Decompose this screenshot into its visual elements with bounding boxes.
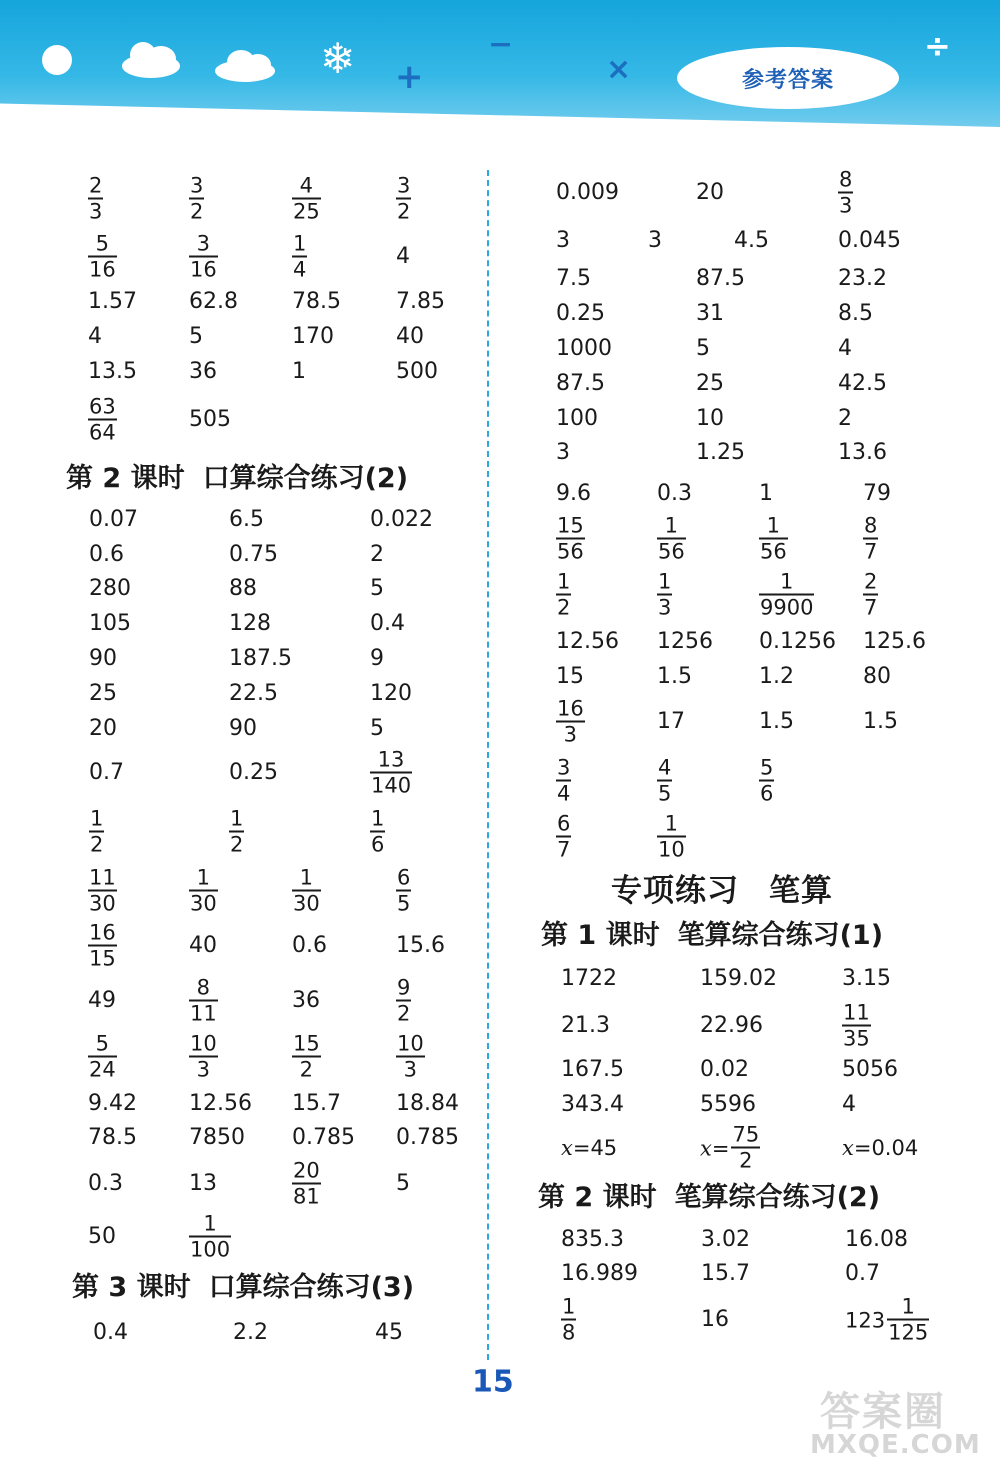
answer-value: 5 <box>189 324 203 349</box>
answer-value: 45 <box>375 1320 403 1345</box>
numerator: 10 <box>190 1031 217 1056</box>
answer-value: 22.96 <box>700 1013 763 1038</box>
denominator: 3 <box>563 722 578 747</box>
answer-value: 16.989 <box>561 1261 638 1286</box>
denominator: 3 <box>89 199 103 224</box>
numerator: 1 <box>557 569 571 594</box>
answer-value: 9.42 <box>88 1091 137 1116</box>
answer-value: 1 <box>759 481 773 506</box>
answer-value: 0.7 <box>89 760 124 785</box>
denominator: 2 <box>230 832 244 857</box>
numerator: 2 <box>864 569 878 594</box>
denominator: 2 <box>397 1001 411 1026</box>
fraction <box>759 569 814 620</box>
denominator: 140 <box>371 773 412 798</box>
answer-value: 0.4 <box>370 611 405 636</box>
fraction <box>556 755 571 806</box>
fraction <box>842 1000 871 1051</box>
numerator: 1 <box>230 806 244 831</box>
answer-value: 120 <box>370 681 412 706</box>
answer-value: 1.5 <box>657 664 692 689</box>
equation-text: =0.04 <box>853 1136 919 1160</box>
equation-answer <box>561 1136 617 1160</box>
fraction <box>887 1294 929 1345</box>
answer-value: 4 <box>838 336 852 361</box>
answer-badge <box>677 47 899 109</box>
answer-value: 6.5 <box>229 507 264 532</box>
lesson-heading: 第 2 课时 笔算综合练习(2) <box>538 1182 881 1213</box>
answer-value: 15 <box>556 664 584 689</box>
fraction <box>189 1031 218 1082</box>
answer-value: 9.6 <box>556 481 591 506</box>
numerator: 1 <box>658 569 672 594</box>
fraction <box>657 811 686 862</box>
answer-value: 4 <box>842 1092 856 1117</box>
answer-value: 40 <box>396 324 424 349</box>
fraction <box>88 920 117 971</box>
answer-value: 88 <box>229 576 257 601</box>
numerator: 1 <box>780 569 794 594</box>
answer-value: 125.6 <box>863 629 926 654</box>
numerator: 15 <box>293 1031 320 1056</box>
answer-value: 13.5 <box>88 359 137 384</box>
watermark-url: MXQE.COM <box>810 1430 981 1460</box>
answer-value: 0.6 <box>89 542 124 567</box>
answer-value: 0.3 <box>88 1171 123 1196</box>
variable: x <box>842 1136 854 1160</box>
minus-icon: − <box>488 27 514 62</box>
answer-value: 0.75 <box>229 542 278 567</box>
numerator: 75 <box>732 1122 760 1147</box>
denominator: 30 <box>89 891 116 916</box>
times-icon: × <box>606 52 632 87</box>
denominator: 56 <box>658 539 685 564</box>
answer-value: 7850 <box>189 1125 245 1150</box>
fraction <box>561 1294 576 1345</box>
numerator: 1 <box>562 1294 576 1319</box>
denominator: 15 <box>89 946 116 971</box>
numerator: 15 <box>557 513 584 538</box>
fraction <box>370 806 385 857</box>
answer-value: 3.02 <box>701 1227 750 1252</box>
numerator: 16 <box>557 696 584 721</box>
answer-value: 78.5 <box>88 1125 137 1150</box>
answer-value: 1.5 <box>759 709 794 734</box>
answer-value: 187.5 <box>229 646 292 671</box>
answer-value: 0.022 <box>370 507 433 532</box>
numerator: 8 <box>839 167 853 192</box>
answer-value: 280 <box>89 576 131 601</box>
answer-value: 40 <box>189 933 217 958</box>
fraction <box>89 806 104 857</box>
denominator: 3 <box>839 193 853 218</box>
answer-value: 7.5 <box>556 266 591 291</box>
fraction <box>759 513 788 564</box>
fraction <box>88 231 117 282</box>
numerator: 1 <box>90 806 104 831</box>
answer-value: 8.5 <box>838 301 873 326</box>
fraction <box>759 755 774 806</box>
denominator: 3 <box>196 1057 211 1082</box>
answer-value: 0.25 <box>229 760 278 785</box>
numerator: 4 <box>658 755 672 780</box>
answer-value: 50 <box>88 1224 116 1249</box>
divide-icon: ÷ <box>924 27 951 65</box>
numerator: 8 <box>864 513 878 538</box>
fraction <box>838 167 853 218</box>
answer-value: 170 <box>292 324 334 349</box>
equation-answer <box>842 1136 918 1160</box>
numerator: 4 <box>299 173 314 198</box>
answer-value: 167.5 <box>561 1057 624 1082</box>
answer-value: 12.56 <box>189 1091 252 1116</box>
equation-text: =45 <box>572 1136 618 1160</box>
numerator: 1 <box>664 811 679 836</box>
equation-text: = <box>711 1136 730 1160</box>
answer-value: 17 <box>657 709 685 734</box>
snowflake-icon: ❄ <box>320 34 356 83</box>
numerator: 1 <box>901 1294 915 1319</box>
numerator: 6 <box>397 865 411 890</box>
answer-value: 87.5 <box>556 371 605 396</box>
answer-value: 78.5 <box>292 289 341 314</box>
column-divider <box>487 170 489 1360</box>
page-number: 15 <box>472 1364 514 1400</box>
denominator: 8 <box>562 1320 576 1345</box>
numerator: 5 <box>95 231 110 256</box>
numerator: 10 <box>397 1031 424 1056</box>
answer-value: 80 <box>863 664 891 689</box>
answer-value: 0.785 <box>396 1125 459 1150</box>
fraction <box>657 755 672 806</box>
denominator: 24 <box>89 1057 116 1082</box>
fraction <box>556 569 571 620</box>
fraction <box>88 173 103 224</box>
numerator: 3 <box>557 755 571 780</box>
fraction <box>396 1031 425 1082</box>
answer-value: 7.85 <box>396 289 445 314</box>
denominator: 30 <box>190 891 217 916</box>
mixed-number <box>845 1294 929 1345</box>
fraction <box>863 569 878 620</box>
answer-value: 18.84 <box>396 1091 459 1116</box>
answer-value: 159.02 <box>700 966 777 991</box>
denominator: 9900 <box>760 595 814 620</box>
lesson-heading: 第 2 课时 口算综合练习(2) <box>66 463 409 494</box>
denominator: 4 <box>293 257 307 282</box>
answer-value: 15.7 <box>701 1261 750 1286</box>
denominator: 11 <box>190 1001 217 1026</box>
cloud-icon <box>122 40 182 80</box>
answer-value: 105 <box>89 611 131 636</box>
badge-label: 参考答案 <box>741 67 834 93</box>
answer-value: 5 <box>370 576 384 601</box>
answer-value: 0.009 <box>556 180 619 205</box>
answer-value: 0.3 <box>657 481 692 506</box>
answer-value: 36 <box>292 988 320 1013</box>
answer-value: 25 <box>89 681 117 706</box>
equation-answer <box>700 1122 760 1173</box>
fraction <box>370 747 412 798</box>
numerator: 1 <box>299 865 314 890</box>
fraction <box>88 1031 117 1082</box>
answer-value: 13.6 <box>838 440 887 465</box>
numerator: 8 <box>196 975 211 1000</box>
answer-value: 1000 <box>556 336 612 361</box>
numerator: 5 <box>760 755 774 780</box>
answer-value: 22.5 <box>229 681 278 706</box>
fraction <box>229 806 244 857</box>
answer-value: 90 <box>229 716 257 741</box>
answer-value: 49 <box>88 988 116 1013</box>
answer-value: 505 <box>189 407 231 432</box>
answer-value: 4.5 <box>734 228 769 253</box>
numerator: 3 <box>397 173 411 198</box>
answer-value: 21.3 <box>561 1013 610 1038</box>
answer-value: 343.4 <box>561 1092 624 1117</box>
denominator: 30 <box>293 891 320 916</box>
numerator: 3 <box>196 231 211 256</box>
fraction <box>189 975 218 1026</box>
fraction <box>88 865 117 916</box>
answer-value: 3 <box>556 440 570 465</box>
denominator: 16 <box>89 257 116 282</box>
numerator: 1 <box>203 1211 217 1236</box>
numerator: 13 <box>377 747 405 772</box>
fraction <box>657 513 686 564</box>
denominator: 6 <box>760 781 774 806</box>
answer-value: 0.4 <box>93 1320 128 1345</box>
fraction <box>292 231 307 282</box>
denominator: 7 <box>864 595 878 620</box>
denominator: 7 <box>864 539 878 564</box>
answer-value: 20 <box>89 716 117 741</box>
variable: x <box>561 1136 573 1160</box>
answer-value: 5056 <box>842 1057 898 1082</box>
denominator: 2 <box>90 832 104 857</box>
answer-value: 23.2 <box>838 266 887 291</box>
answer-value: 10 <box>696 406 724 431</box>
fraction <box>189 173 204 224</box>
answer-value: 16 <box>701 1307 729 1332</box>
answer-value: 3 <box>556 228 570 253</box>
answer-value: 36 <box>189 359 217 384</box>
denominator: 35 <box>843 1026 870 1051</box>
answer-value: 0.07 <box>89 507 138 532</box>
answer-value: 1.25 <box>696 440 745 465</box>
denominator: 10 <box>658 837 685 862</box>
answer-value: 1.57 <box>88 289 137 314</box>
fraction <box>396 975 411 1026</box>
sun-icon <box>42 45 72 75</box>
fraction <box>189 865 218 916</box>
answer-value: 835.3 <box>561 1227 624 1252</box>
answer-value: 0.1256 <box>759 629 836 654</box>
answer-value: 9 <box>370 646 384 671</box>
fraction <box>292 1158 321 1209</box>
answer-value: 3 <box>648 228 662 253</box>
answer-value: 500 <box>396 359 438 384</box>
answer-value: 1 <box>292 359 306 384</box>
answer-value: 31 <box>696 301 724 326</box>
fraction <box>292 173 321 224</box>
answer-value: 0.7 <box>845 1261 880 1286</box>
answer-value: 1722 <box>561 966 617 991</box>
denominator: 81 <box>293 1184 320 1209</box>
denominator: 5 <box>658 781 672 806</box>
answer-value: 2 <box>838 406 852 431</box>
answer-value: 13 <box>189 1171 217 1196</box>
answer-value: 5596 <box>700 1092 756 1117</box>
denominator: 56 <box>760 539 787 564</box>
fraction <box>556 696 585 747</box>
lesson-heading: 第 3 课时 口算综合练习(3) <box>72 1272 415 1303</box>
cloud-icon <box>215 48 277 82</box>
numerator: 1 <box>293 231 307 256</box>
answer-value: 42.5 <box>838 371 887 396</box>
answer-value: 2 <box>370 542 384 567</box>
answer-value: 12.56 <box>556 629 619 654</box>
denominator: 6 <box>371 832 385 857</box>
fraction <box>189 1211 231 1262</box>
numerator: 1 <box>766 513 781 538</box>
denominator: 64 <box>89 420 116 445</box>
answer-value: 0.6 <box>292 933 327 958</box>
answer-value: 5 <box>370 716 384 741</box>
lesson-heading: 第 1 课时 笔算综合练习(1) <box>541 920 884 951</box>
numerator: 3 <box>190 173 204 198</box>
answer-value: 5 <box>396 1171 410 1196</box>
fraction <box>396 173 411 224</box>
answer-value: 87.5 <box>696 266 745 291</box>
answer-value: 1.5 <box>863 709 898 734</box>
numerator: 1 <box>664 513 679 538</box>
fraction <box>396 865 411 916</box>
answer-value: 1256 <box>657 629 713 654</box>
denominator: 2 <box>190 199 204 224</box>
denominator: 3 <box>658 595 672 620</box>
section-title: 专项练习 笔算 <box>611 873 833 909</box>
numerator: 9 <box>397 975 411 1000</box>
answer-value: 90 <box>89 646 117 671</box>
denominator: 2 <box>397 199 411 224</box>
answer-value: 128 <box>229 611 271 636</box>
answer-value: 0.02 <box>700 1057 749 1082</box>
denominator: 2 <box>557 595 571 620</box>
numerator: 2 <box>89 173 103 198</box>
watermark-text: 答案圈 <box>820 1389 946 1435</box>
watermark <box>810 1380 990 1460</box>
variable: x <box>700 1136 712 1160</box>
denominator: 100 <box>190 1237 231 1262</box>
denominator: 3 <box>403 1057 418 1082</box>
plus-icon: + <box>395 57 424 97</box>
denominator: 125 <box>888 1320 929 1345</box>
denominator: 25 <box>293 199 320 224</box>
answer-value: 20 <box>696 180 724 205</box>
answer-value: 25 <box>696 371 724 396</box>
answer-value: 1.2 <box>759 664 794 689</box>
numerator: 11 <box>89 865 116 890</box>
numerator: 16 <box>89 920 116 945</box>
denominator: 16 <box>190 257 217 282</box>
answer-value: 62.8 <box>189 289 238 314</box>
fraction <box>863 513 878 564</box>
numerator: 5 <box>95 1031 110 1056</box>
denominator: 7 <box>557 837 571 862</box>
denominator: 2 <box>739 1148 753 1173</box>
fraction <box>556 811 571 862</box>
fraction <box>88 394 117 445</box>
answer-value: 4 <box>396 244 410 269</box>
answer-value: 79 <box>863 481 891 506</box>
fraction <box>731 1122 760 1173</box>
answer-value: 100 <box>556 406 598 431</box>
numerator: 1 <box>196 865 211 890</box>
numerator: 20 <box>293 1158 320 1183</box>
fraction <box>657 569 672 620</box>
answer-value: 15.7 <box>292 1091 341 1116</box>
numerator: 11 <box>843 1000 870 1025</box>
denominator: 4 <box>557 781 571 806</box>
fraction <box>556 513 585 564</box>
answer-value: 4 <box>88 324 102 349</box>
answer-value: 15.6 <box>396 933 445 958</box>
denominator: 5 <box>397 891 411 916</box>
fraction <box>292 1031 321 1082</box>
answer-value: 16.08 <box>845 1227 908 1252</box>
numerator: 6 <box>557 811 571 836</box>
answer-value: 0.785 <box>292 1125 355 1150</box>
whole-part: 123 <box>845 1308 886 1332</box>
answer-value: 2.2 <box>233 1320 268 1345</box>
denominator: 2 <box>299 1057 314 1082</box>
answer-value: 3.15 <box>842 966 891 991</box>
numerator: 1 <box>371 806 385 831</box>
numerator: 63 <box>89 394 116 419</box>
fraction <box>292 865 321 916</box>
answer-value: 0.045 <box>838 228 901 253</box>
fraction <box>189 231 218 282</box>
denominator: 56 <box>557 539 584 564</box>
answer-value: 0.25 <box>556 301 605 326</box>
answer-value: 5 <box>696 336 710 361</box>
